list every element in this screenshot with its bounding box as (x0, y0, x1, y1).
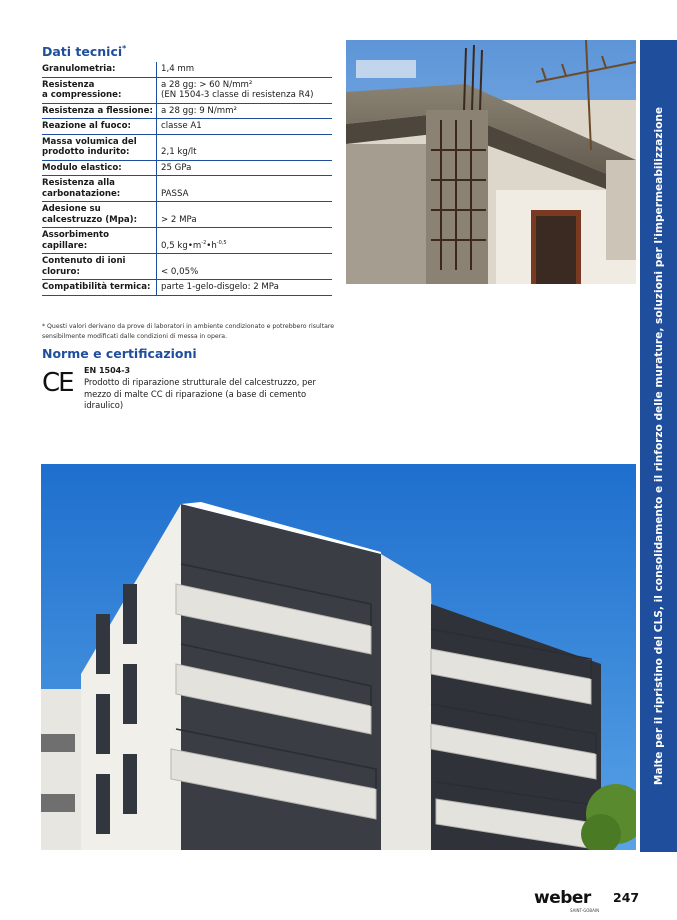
norms-section-title: Norme e certificazioni (42, 346, 197, 361)
logo-wordmark: weber (534, 888, 591, 908)
spec-row (42, 134, 332, 160)
spec-label: Assorbimento capillare: (42, 228, 157, 254)
spec-row (42, 119, 332, 135)
spec-label: Resistenza a flessione: (42, 103, 157, 119)
spec-row (42, 228, 332, 254)
spec-value: a 28 gg: > 60 N/mm² (EN 1504-3 classe di resistenza R4) (157, 77, 333, 103)
certification-description: Prodotto di riparazione strutturale del calcestruzzo, per mezzo di malte CC di riparazione (a base di cemento idraulico) (84, 377, 316, 410)
spec-value: a 28 gg: 9 N/mm² (157, 103, 333, 119)
spec-row (42, 77, 332, 103)
spec-value: 25 GPa (157, 160, 333, 176)
spec-value: parte 1-gelo-disgelo: 2 MPa (157, 280, 333, 296)
logo-subtitle: SAINT-GOBAIN (570, 908, 600, 913)
spec-value: classe A1 (157, 119, 333, 135)
building-photo (41, 464, 636, 850)
ce-mark-icon: CE (42, 368, 73, 398)
spec-row (42, 202, 332, 228)
tech-specs-table (42, 62, 332, 296)
spec-value: 0,5 $kg•m^{-2}•h^{-0,5}$ (157, 228, 333, 254)
spec-row (42, 254, 332, 280)
spec-label: Reazione al fuoco: (42, 119, 157, 135)
spec-value: < 0,05% (157, 254, 333, 280)
spec-row (42, 280, 332, 296)
spec-label: Granulometria: (42, 62, 157, 77)
spec-label: Resistenza alla carbonatazione: (42, 176, 157, 202)
section-side-band (640, 40, 677, 852)
spec-label: Modulo elastico: (42, 160, 157, 176)
spec-row (42, 103, 332, 119)
spec-value: > 2 MPa (157, 202, 333, 228)
spec-label: Compatibilità termica: (42, 280, 157, 296)
spec-row (42, 62, 332, 77)
spec-value: 2,1 kg/lt (157, 134, 333, 160)
spec-row (42, 160, 332, 176)
tech-section-title: Dati tecnici* (42, 44, 127, 60)
concrete-damage-photo (346, 40, 636, 284)
spec-label: Adesione su calcestruzzo (Mpa): (42, 202, 157, 228)
spec-value: 1,4 mm (157, 62, 333, 77)
title-footnote-mark: * (122, 44, 127, 53)
spec-row (42, 176, 332, 202)
page-number: 247 (613, 890, 640, 905)
side-band-text: Malte per il ripristino del CLS, il consolidamento e il rinforzo delle murature, soluzioni per l'impermeabilizzazione (652, 106, 665, 786)
footnote: * Questi valori derivano da prove di laboratori in ambiente condizionato e potrebbero risultare sensibilmente modificati dalle condizioni di messa in opera. (42, 323, 335, 340)
spec-value: PASSA (157, 176, 333, 202)
spec-label: Massa volumica del prodotto indurito: (42, 134, 157, 160)
spec-label: Contenuto di ioni cloruro: (42, 254, 157, 280)
weber-logo (534, 888, 600, 913)
spec-label: Resistenza a compressione: (42, 77, 157, 103)
certification-code: EN 1504-3 (84, 366, 131, 375)
